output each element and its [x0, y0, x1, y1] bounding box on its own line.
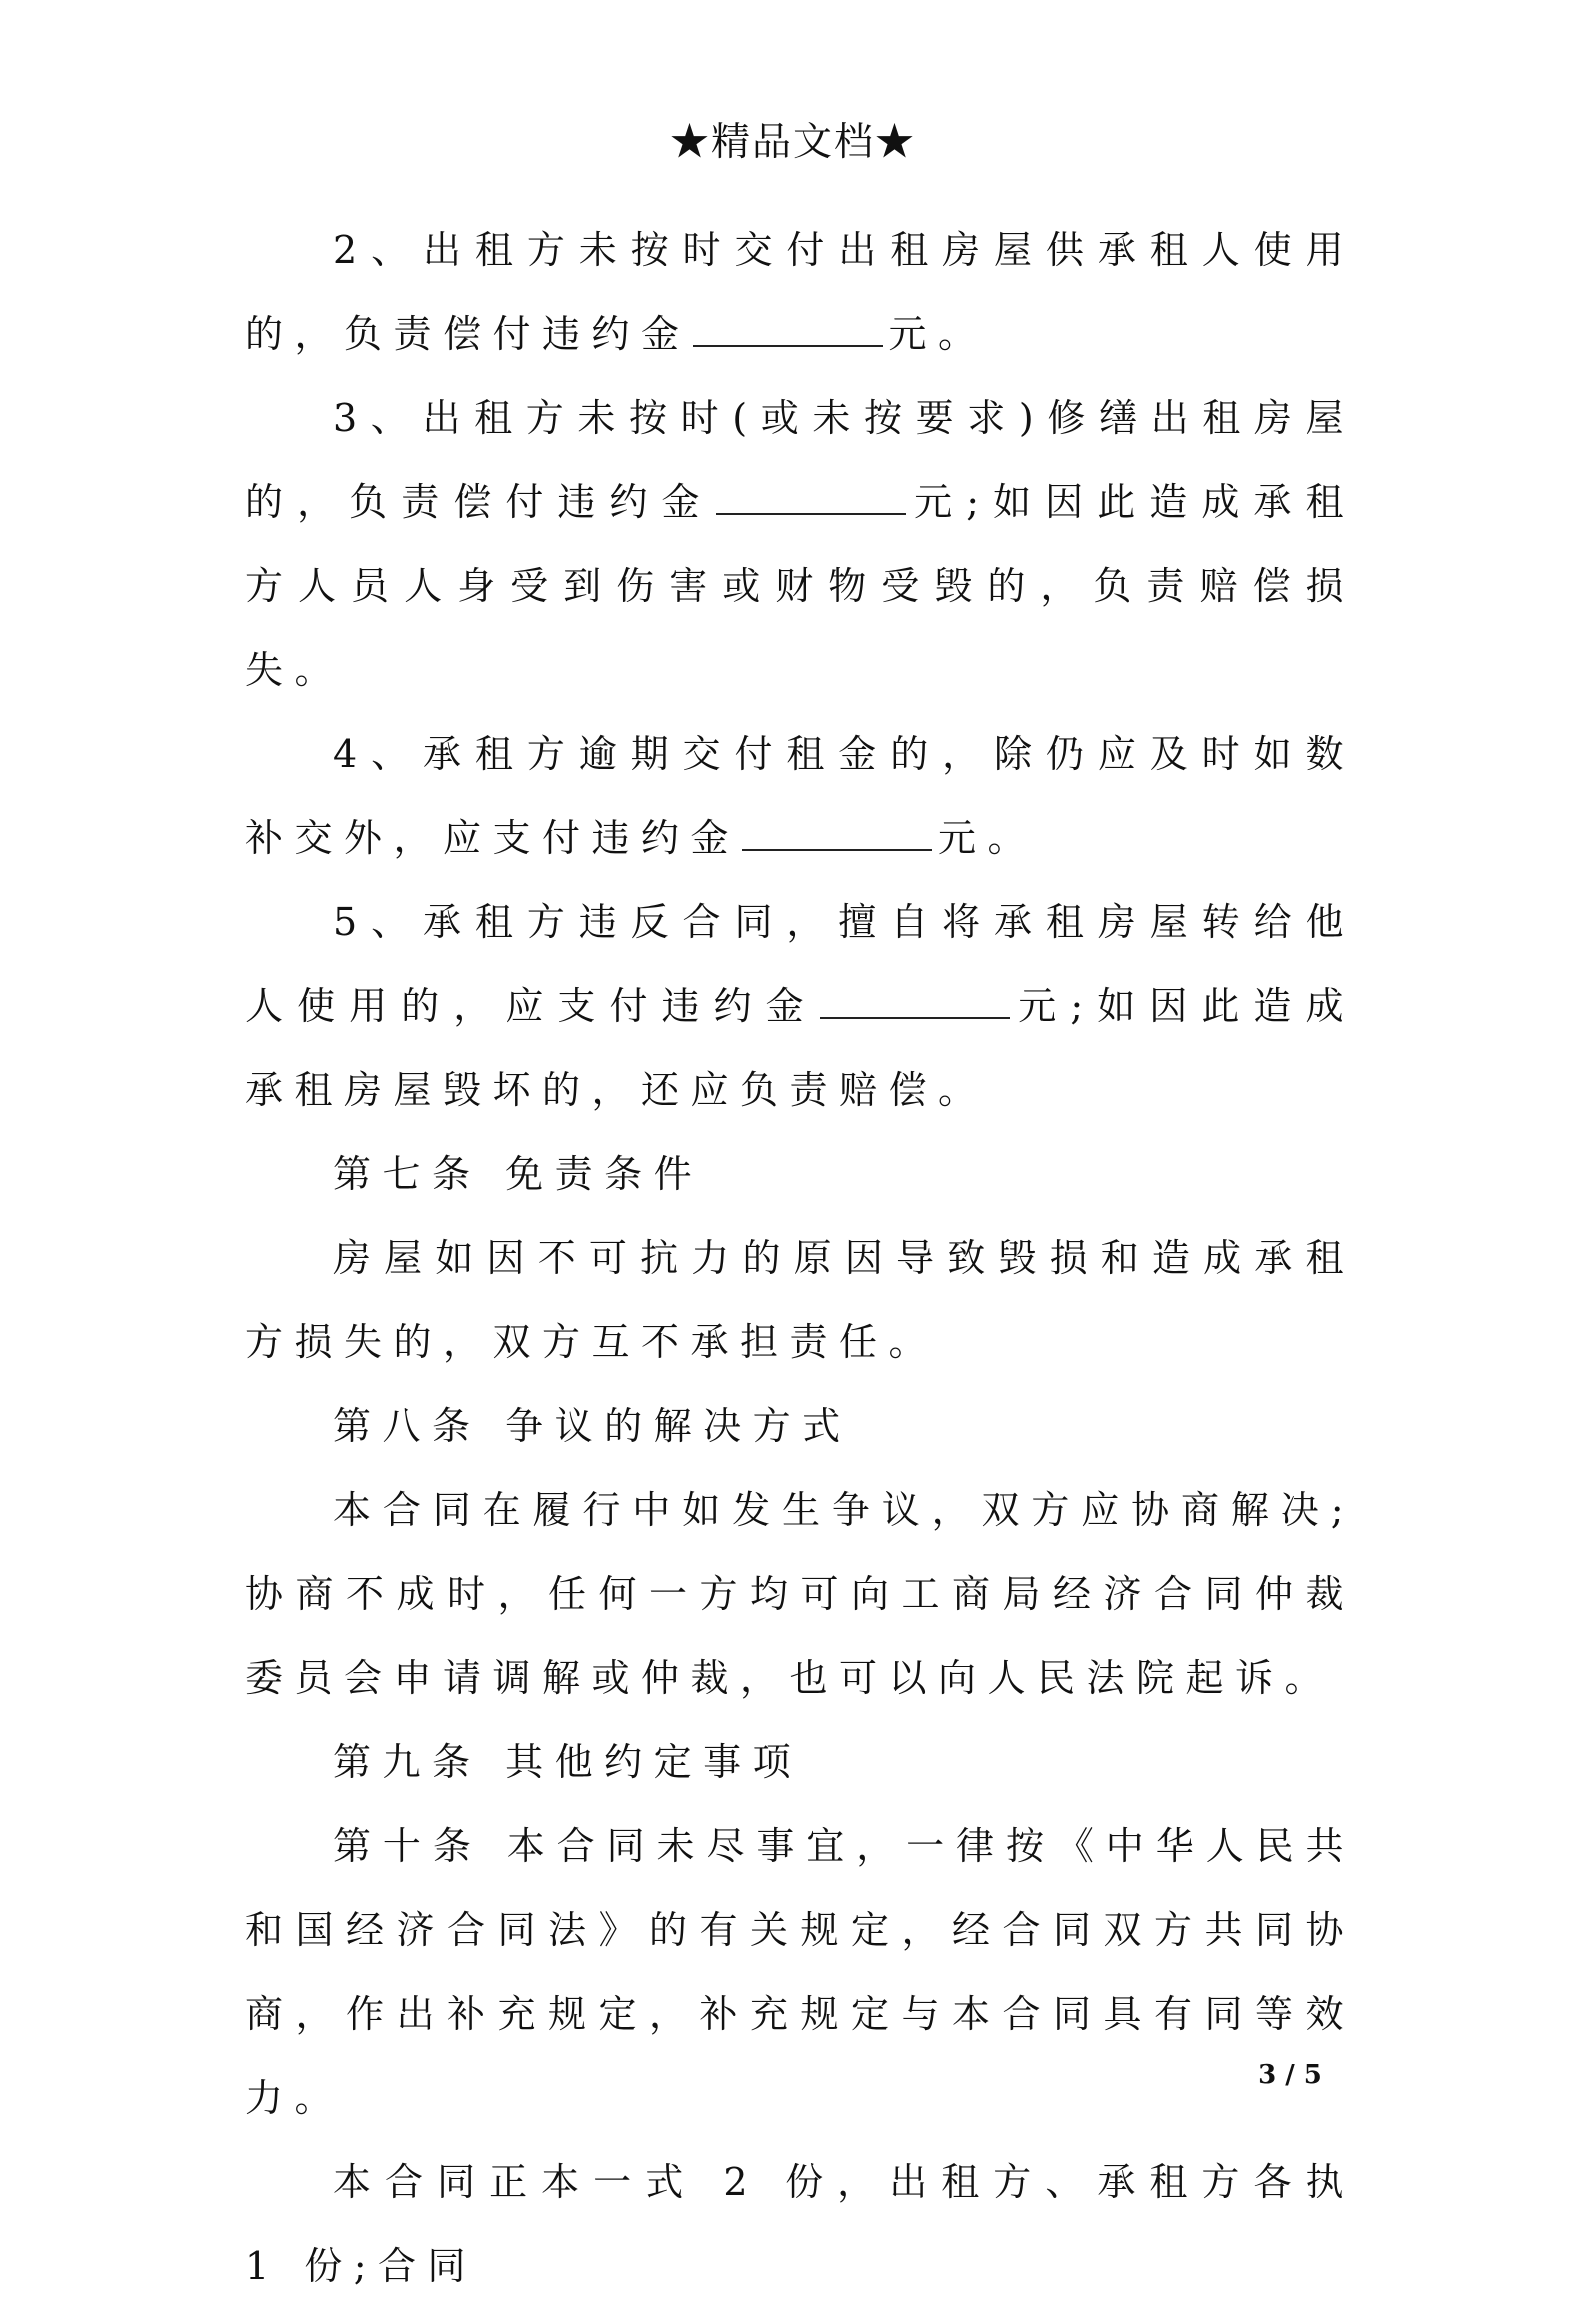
paragraph-text: 元;如因此造成承租房屋毁坏的，还应负责赔偿。: [245, 984, 1355, 1112]
paragraph-text: 元。: [888, 312, 988, 356]
section-heading-9: 第九条 其他约定事项: [333, 1740, 803, 1784]
section-body-10: 第十条 本合同未尽事宜，一律按《中华人民共和国经济合同法》的有关规定，经合同双方共同协商，作出补充规定，补充规定与本合同具有同等效力。: [245, 1824, 1355, 2120]
clause-paragraph-3: [245, 376, 1355, 712]
section-body-8: 本合同在履行中如发生争议，双方应协商解决;协商不成时，任何一方均可向工商局经济合同仲裁委员会申请调解或仲裁，也可以向人民法院起诉。: [245, 1488, 1355, 1700]
blank-amount-line: [693, 315, 883, 347]
paragraph-text: 元;如因此造成承租方人员人身受到伤害或财物受毁的，负责赔偿损失。: [245, 480, 1355, 692]
page-number: 3 / 5: [1258, 2060, 1322, 2090]
section-heading-7: 第七条 免责条件: [333, 1152, 704, 1196]
section-body-7: 房屋如因不可抗力的原因导致毁损和造成承租方损失的，双方互不承担责任。: [245, 1236, 1355, 1364]
section-heading-8: 第八条 争议的解决方式: [333, 1404, 852, 1448]
paragraph-text: 3、出租方未按时(或未按要求)修缮出租房屋的，负责偿付违约金: [245, 396, 1355, 524]
paragraph-text: 2、出租方未按时交付出租房屋供承租人使用的，负责偿付违约金: [245, 228, 1355, 356]
paragraph-text: 5、承租方违反合同，擅自将承租房屋转给他人使用的，应支付违约金: [245, 900, 1355, 1028]
document-body: [245, 208, 1355, 2308]
clause-paragraph-5: [245, 880, 1355, 1132]
contract-copies-paragraph: 本合同正本一式 2 份，出租方、承租方各执 1 份;合同: [245, 2160, 1355, 2288]
clause-paragraph-4: [245, 712, 1355, 880]
blank-amount-line: [716, 483, 906, 515]
blank-amount-line: [742, 819, 932, 851]
document-header: ★精品文档★: [669, 120, 916, 165]
blank-amount-line: [820, 987, 1010, 1019]
paragraph-text: 4、承租方逾期交付租金的，除仍应及时如数补交外，应支付违约金: [245, 732, 1355, 860]
clause-paragraph-2: [245, 208, 1355, 376]
paragraph-text: 元。: [938, 816, 1038, 860]
